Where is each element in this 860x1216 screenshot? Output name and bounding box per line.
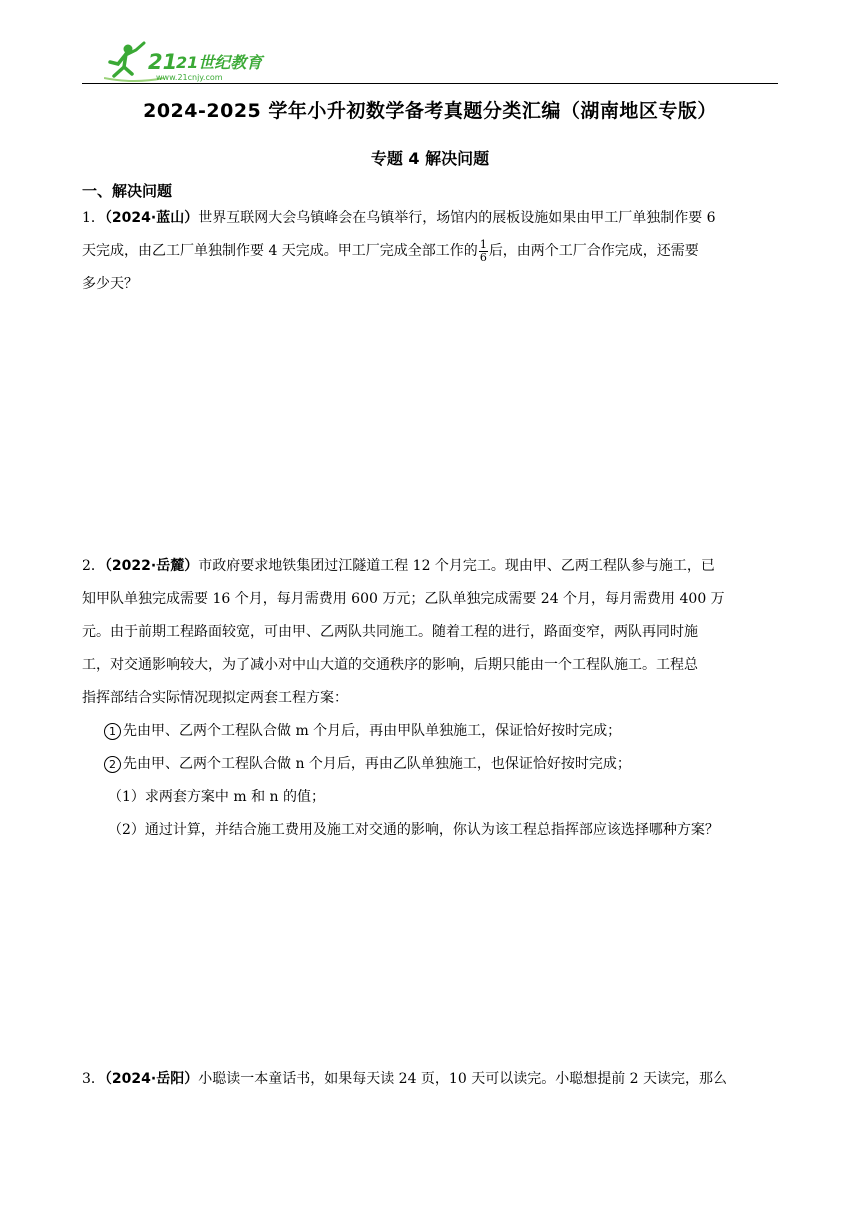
sub-question-1: （1）求两套方案中 m 和 n 的值；	[108, 789, 325, 805]
logo-text: 21世纪教育	[176, 53, 263, 72]
question-text: 天完成，由乙工厂单独制作要 4 天完成。甲工厂完成全部工作的	[82, 243, 478, 259]
fraction-denominator: 6	[479, 250, 487, 264]
question-text: 指挥部结合实际情况现拟定两套工程方案：	[82, 690, 348, 706]
question-1	[82, 202, 778, 301]
fraction	[479, 239, 488, 264]
question-text: 小聪读一本童话书，如果每天读 24 页，10 天可以读完。小聪想提前 2 天读完，那么	[198, 1071, 728, 1087]
section-heading: 一、解决问题	[82, 182, 173, 200]
question-number: 1．	[82, 210, 105, 226]
question-text: 后，由两个工厂合作完成，还需要	[488, 243, 699, 259]
header-divider	[82, 83, 778, 84]
question-2	[82, 550, 778, 847]
option-text: 先由甲、乙两个工程队合做 m 个月后，再由甲队单独施工，保证恰好按时完成；	[123, 723, 622, 739]
circled-number-1: 1	[104, 723, 121, 740]
option-text: 先由甲、乙两个工程队合做 n 个月后，再由乙队单独施工，也保证恰好按时完成；	[123, 756, 631, 772]
option-2	[82, 748, 778, 781]
option-1	[82, 715, 778, 748]
question-text: 知甲队单独完成需要 16 个月，每月需费用 600 万元；乙队单独完成需要 24 个月，每月需费用 400 万	[82, 591, 725, 607]
question-text: 世界互联网大会乌镇峰会在乌镇举行，场馆内的展板设施如果由甲工厂单独制作要 6	[198, 210, 716, 226]
topic-subtitle: 专题 4 解决问题	[370, 149, 490, 168]
question-text: 元。由于前期工程路面较宽，可由甲、乙两队共同施工。随着工程的进行，路面变窄，两队再同时施	[82, 624, 698, 640]
question-number: 2．	[82, 558, 105, 574]
question-text: 工，对交通影响较大，为了减小对中山大道的交通秩序的影响，后期只能由一个工程队施工。工程总	[82, 657, 698, 673]
question-text: 市政府要求地铁集团过江隧道工程 12 个月完工。现由甲、乙两工程队参与施工，已	[198, 558, 715, 574]
question-number: 3．	[82, 1071, 105, 1087]
document-title: 2024-2025 学年小升初数学备考真题分类汇编（湖南地区专版）	[143, 100, 717, 122]
brand-logo	[104, 40, 274, 84]
question-text: 多少天？	[82, 276, 138, 292]
question-source: （2022·岳麓）	[104, 558, 199, 574]
svg-text:21: 21	[148, 50, 178, 74]
logo-url: www.21cnjy.com	[156, 73, 223, 82]
question-3	[82, 1063, 778, 1096]
question-source: （2024·岳阳）	[104, 1071, 199, 1087]
fraction-numerator: 1	[479, 237, 487, 251]
circled-number-2: 2	[104, 756, 121, 773]
sub-question-2: （2）通过计算，并结合施工费用及施工对交通的影响，你认为该工程总指挥部应该选择哪种方案？	[108, 822, 719, 838]
question-source: （2024·蓝山）	[104, 210, 199, 226]
